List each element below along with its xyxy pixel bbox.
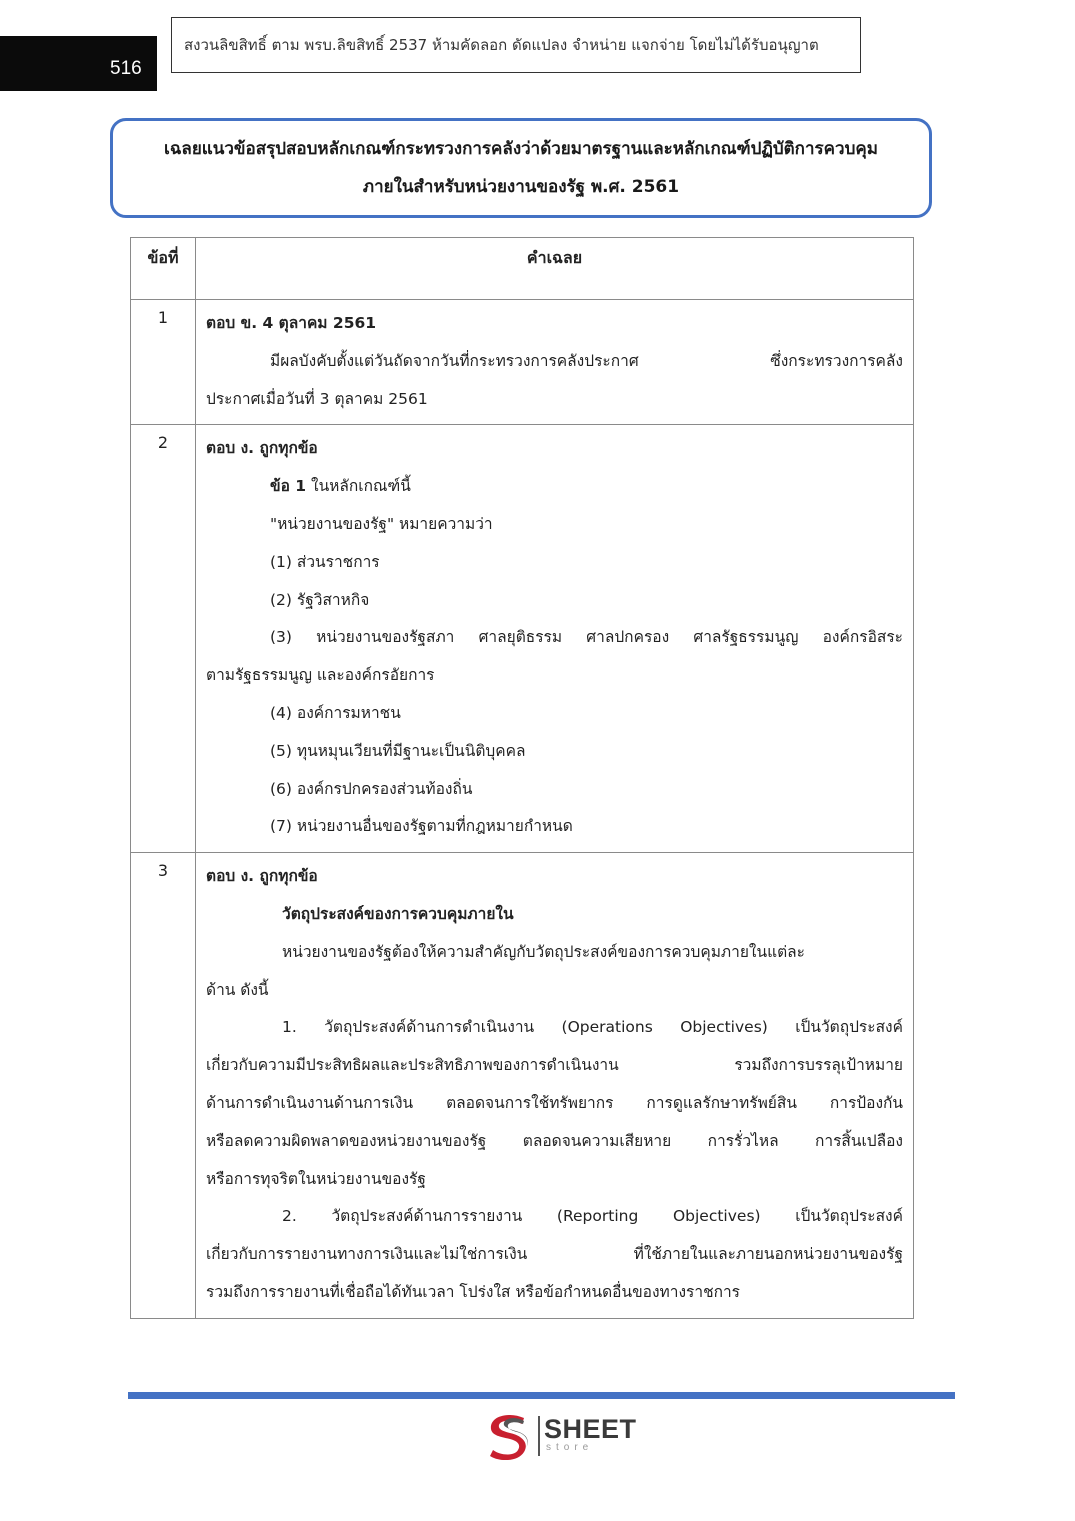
answer-choice: ตอบ ข. 4 ตุลาคม 2561 — [206, 314, 377, 332]
title-line-1: เฉลยแนวข้อสรุปสอบหลักเกณฑ์กระทรวงการคลังว่าด้วยมาตรฐานและหลักเกณฑ์ปฏิบัติการควบคุม — [164, 139, 878, 159]
sheet-store-logo — [486, 1412, 636, 1460]
logo-separator — [538, 1416, 540, 1456]
footer-divider — [128, 1392, 955, 1399]
table-row — [131, 425, 914, 853]
title-line-2: ภายในสำหรับหน่วยงานของรัฐ พ.ศ. 2561 — [362, 177, 680, 197]
list-item: (2) รัฐวิสาหกิจ — [270, 590, 370, 609]
list-item: (5) ทุนหมุนเวียนที่มีฐานะเป็นนิติบุคคล — [270, 741, 526, 760]
answer-text-line: มีผลบังคับตั้งแต่วันถัดจากวันที่กระทรวงการคลังประกาศ ซึ่งกระทรวงการคลัง — [270, 351, 903, 370]
answer-text-line: ด้าน ดังนี้ — [206, 980, 269, 999]
copyright-notice: สงวนลิขสิทธิ์ ตาม พรบ.ลิขสิทธิ์ 2537 ห้ามคัดลอก ดัดแปลง จำหน่าย แจกจ่าย โดยไม่ได้รับอนุญาต — [171, 17, 861, 73]
answer-text-line: รวมถึงการรายงานที่เชื่อถือได้ทันเวลา โปร่งใส หรือข้อกำหนดอื่นของทางราชการ — [206, 1282, 741, 1301]
page-number: 516 — [110, 58, 142, 79]
clause-label: ข้อ 1 — [270, 477, 307, 496]
section-heading: วัตถุประสงค์ของการควบคุมภายใน — [282, 904, 514, 923]
column-header-answer: คำเฉลย — [196, 238, 914, 300]
answer-text-line: "หน่วยงานของรัฐ" หมายความว่า — [270, 514, 493, 533]
list-item: (3) หน่วยงานของรัฐสภา ศาลยุติธรรม ศาลปกครอง ศาลรัฐธรรมนูญ องค์กรอิสระ — [270, 628, 903, 647]
answer-cell — [196, 425, 914, 853]
clause-text: ในหลักเกณฑ์นี้ — [306, 477, 411, 496]
answer-choice: ตอบ ง. ถูกทุกข้อ — [206, 867, 318, 886]
row-number: 2 — [131, 425, 196, 853]
answer-text-line: หรือลดความผิดพลาดของหน่วยงานของรัฐ ตลอดจนความเสียหาย การรั่วไหล การสิ้นเปลือง — [206, 1131, 903, 1150]
list-item-continuation: ตามรัฐธรรมนูญ และองค์กรอัยการ — [206, 666, 435, 685]
list-item: (1) ส่วนราชการ — [270, 552, 380, 571]
answer-text-line: หน่วยงานของรัฐต้องให้ความสำคัญกับวัตถุประสงค์ของการควบคุมภายในแต่ละ — [282, 942, 805, 961]
answer-choice: ตอบ ง. ถูกทุกข้อ — [206, 439, 318, 458]
row-number: 3 — [131, 853, 196, 1319]
table-row — [131, 853, 914, 1319]
logo-subtext: store — [546, 1442, 594, 1453]
answer-text-line: 2. วัตถุประสงค์ด้านการรายงาน (Reporting Objectives) เป็นวัตถุประสงค์ — [282, 1207, 903, 1226]
answer-text-line: เกี่ยวกับการรายงานทางการเงินและไม่ใช่การเงิน ที่ใช้ภายในและภายนอกหน่วยงานของรัฐ — [206, 1245, 903, 1264]
list-item: (7) หน่วยงานอื่นของรัฐตามที่กฎหมายกำหนด — [270, 817, 573, 836]
answer-table — [130, 237, 914, 1319]
list-item: (4) องค์การมหาชน — [270, 703, 401, 722]
answer-cell — [196, 853, 914, 1319]
list-item: (6) องค์กรปกครองส่วนท้องถิ่น — [270, 779, 473, 798]
table-row — [131, 300, 914, 425]
answer-text-line: เกี่ยวกับความมีประสิทธิผลและประสิทธิภาพของการดำเนินงาน รวมถึงการบรรลุเป้าหมาย — [206, 1056, 903, 1075]
answer-text-line: ประกาศเมื่อวันที่ 3 ตุลาคม 2561 — [206, 389, 428, 408]
clause-line — [206, 468, 903, 506]
sheet-logo-icon — [486, 1412, 534, 1460]
answer-text-line: ด้านการดำเนินงานด้านการเงิน ตลอดจนการใช้ทรัพยากร การดูแลรักษาทรัพย์สิน การป้องกัน — [206, 1093, 903, 1112]
column-header-no: ข้อที่ — [131, 238, 196, 300]
answer-text-line: หรือการทุจริตในหน่วยงานของรัฐ — [206, 1169, 426, 1188]
row-number: 1 — [131, 300, 196, 425]
answer-text-line: 1. วัตถุประสงค์ด้านการดำเนินงาน (Operations Objectives) เป็นวัตถุประสงค์ — [282, 1018, 903, 1037]
answer-cell — [196, 300, 914, 425]
logo-wordmark: SHEET — [544, 1414, 637, 1444]
document-title-box — [110, 118, 932, 218]
table-header-row — [131, 238, 914, 300]
